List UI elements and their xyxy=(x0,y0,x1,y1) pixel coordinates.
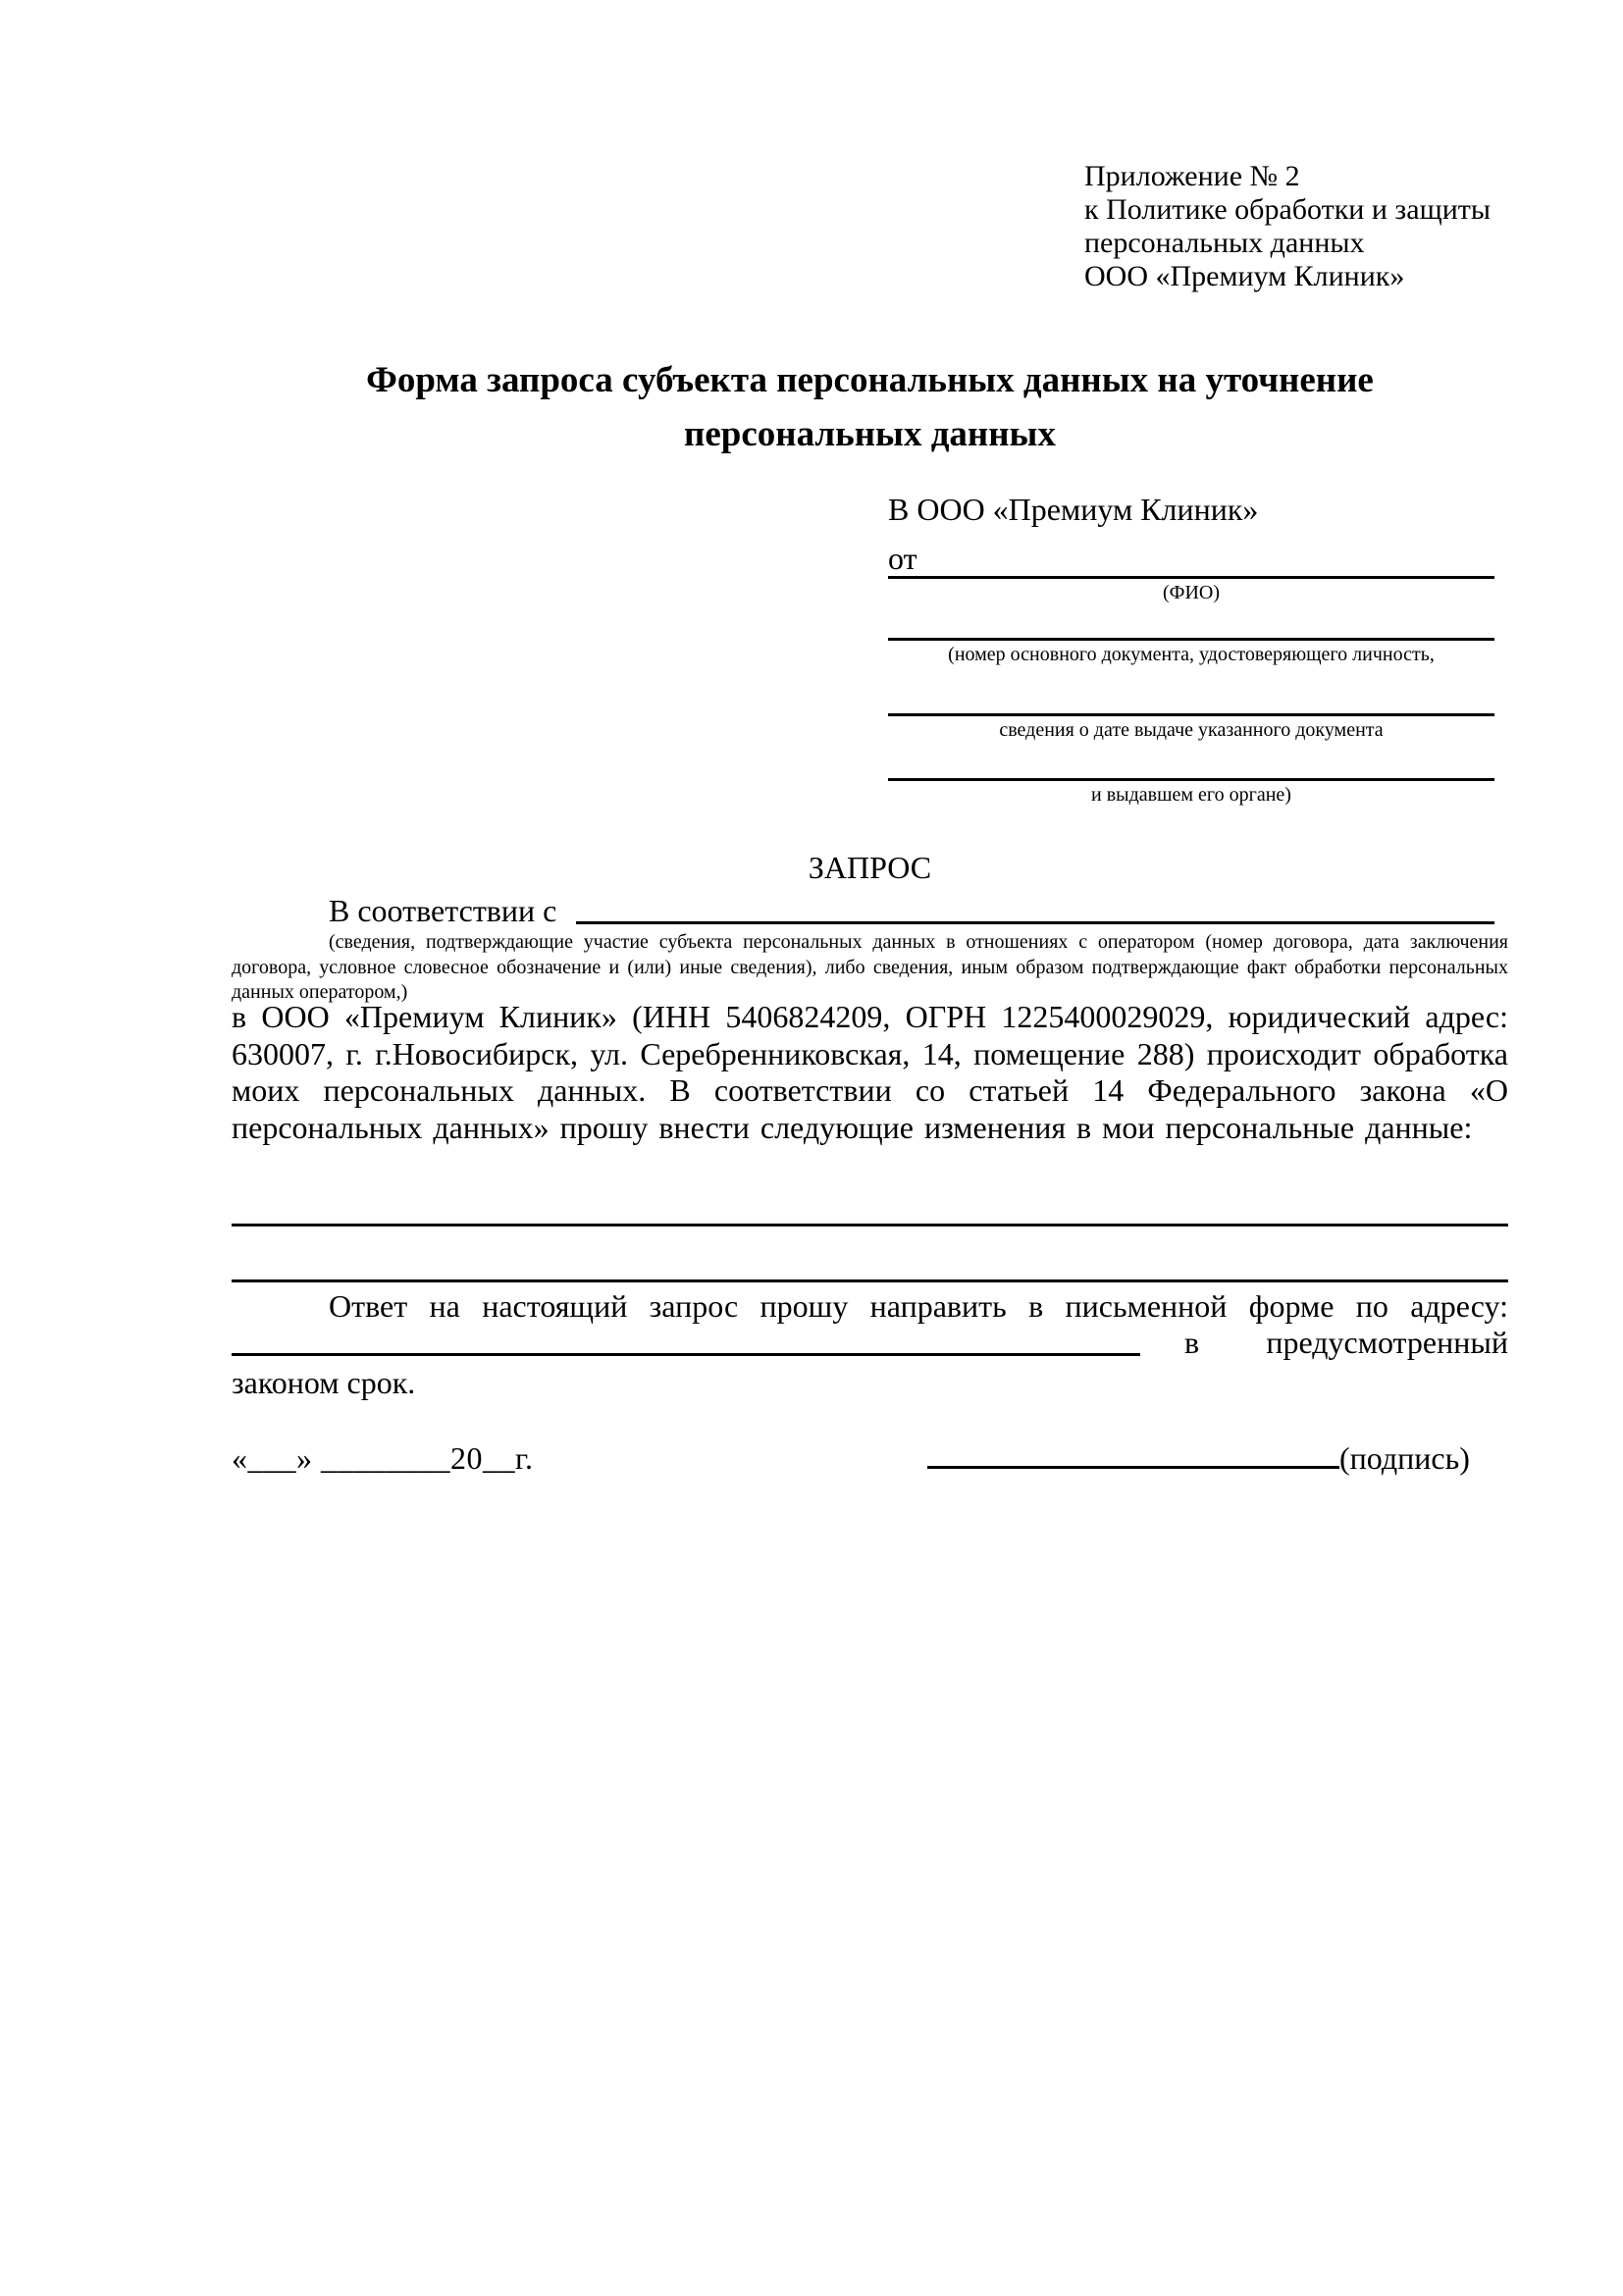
document-title-text: Форма запроса субъекта персональных данных на уточнение персональных данных xyxy=(366,360,1374,454)
reply-request-line: Ответ на настоящий запрос прошу направить в письменной форме по адресу: xyxy=(329,1288,1508,1324)
basis-fill-line xyxy=(576,921,1494,924)
date-placeholder: «___» ________20__г. xyxy=(232,1440,534,1476)
reply-word-v: в xyxy=(1184,1325,1200,1360)
annex-line-4: ООО «Премиум Клиник» xyxy=(1084,260,1405,292)
addressee-from-label: от xyxy=(888,541,917,576)
body-paragraph: в ООО «Премиум Клиник» (ИНН 5406824209, ОГРН 1225400029029, юридический адрес: 630007, г. г.Новосибирск, ул. Серебренниковская, 14, помещение 288) происходит обработка моих персональных данных. В соответствии со статьей 14 Федерального закона «О персональных данных» прошу внести следующие изменения в мои персональные данные: xyxy=(232,999,1508,1145)
document-number-fill-line xyxy=(888,638,1494,641)
annex-line-3: персональных данных xyxy=(1084,227,1365,259)
signature-fill-line xyxy=(927,1466,1339,1469)
intro-prefix: В соответствии с xyxy=(329,893,557,928)
fio-caption: (ФИО) xyxy=(1162,582,1220,603)
annex-header xyxy=(1084,160,1491,293)
annex-line-1: Приложение № 2 xyxy=(1084,160,1300,192)
reply-end-line: законом срок. xyxy=(232,1365,416,1400)
issue-date-caption: сведения о дате выдаче указанного документа xyxy=(999,719,1384,741)
annex-line-2: к Политике обработки и защиты xyxy=(1084,193,1492,226)
issue-date-fill-line xyxy=(888,713,1494,716)
request-heading: ЗАПРОС xyxy=(808,850,932,885)
document-title xyxy=(232,353,1508,461)
reply-word-predusmotrenny: предусмотренный xyxy=(1266,1325,1508,1360)
changes-fill-line-1 xyxy=(232,1224,1508,1226)
addressee-to: В ООО «Премиум Клиник» xyxy=(888,492,1259,527)
signature-caption: (подпись) xyxy=(1339,1440,1470,1476)
footnote-text: (сведения, подтверждающие участие субъекта персональных данных в отношениях с оператором (номер договора, дата заключения договора, условное словесное обозначение и (или) иные сведения), либо сведения, иным образом подтверждающие факт обработки персональных данных оператором,) xyxy=(232,931,1508,1003)
issuing-authority-fill-line xyxy=(888,778,1494,781)
address-fill-line xyxy=(232,1353,1140,1356)
issuing-authority-caption: и выдавшем его органе) xyxy=(1091,784,1291,806)
fio-fill-line xyxy=(888,576,1494,579)
changes-fill-line-2 xyxy=(232,1279,1508,1282)
document-number-caption: (номер основного документа, удостоверяющего личность, xyxy=(948,644,1435,665)
